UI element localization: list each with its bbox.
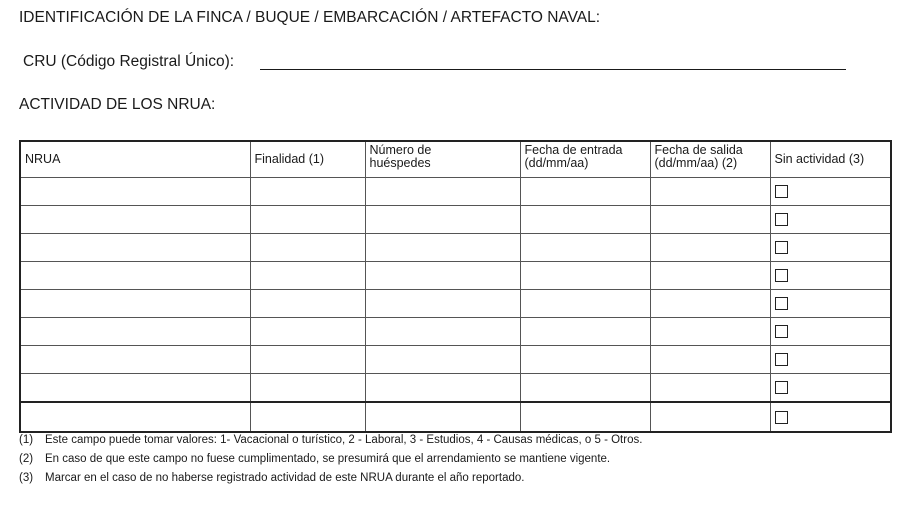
cell-finalidad[interactable] [250,206,365,234]
sin-actividad-checkbox[interactable] [775,381,788,394]
cell-numero-huespedes[interactable] [365,262,520,290]
table-row [20,234,891,262]
cell-nrua[interactable] [20,178,250,206]
cell-sin-actividad [770,402,891,432]
cell-fecha-salida[interactable] [650,178,770,206]
cell-finalidad[interactable] [250,234,365,262]
cell-finalidad[interactable] [250,374,365,403]
table-header-row [20,141,891,178]
sin-actividad-checkbox[interactable] [775,353,788,366]
header-fecha-salida-line1: Fecha de salida [654,143,743,157]
cell-sin-actividad [770,374,891,403]
cell-fecha-salida[interactable] [650,402,770,432]
cell-nrua[interactable] [20,318,250,346]
sin-actividad-checkbox[interactable] [775,325,788,338]
table-row [20,206,891,234]
cell-nrua[interactable] [20,346,250,374]
table-row [20,346,891,374]
cell-numero-huespedes[interactable] [365,374,520,403]
cell-fecha-salida[interactable] [650,374,770,403]
cell-finalidad[interactable] [250,346,365,374]
cell-sin-actividad [770,262,891,290]
cru-label: CRU (Código Registral Único): [23,53,235,70]
cru-input-line[interactable] [260,69,846,70]
nrua-activity-table [19,140,892,433]
cell-finalidad[interactable] [250,318,365,346]
header-nrua: NRUA [20,141,250,178]
sin-actividad-checkbox[interactable] [775,269,788,282]
cell-nrua[interactable] [20,402,250,432]
footnotes [19,434,642,491]
cell-fecha-entrada[interactable] [520,234,650,262]
cell-fecha-entrada[interactable] [520,318,650,346]
footnote-2-text: En caso de que este campo no fuese cumplimentado, se presumirá que el arrendamiento se mantiene vigente. [45,453,611,465]
cell-fecha-salida[interactable] [650,206,770,234]
sin-actividad-checkbox[interactable] [775,241,788,254]
cell-fecha-entrada[interactable] [520,178,650,206]
cell-numero-huespedes[interactable] [365,290,520,318]
table-row [20,318,891,346]
header-fecha-salida-line2: (dd/mm/aa) (2) [654,156,738,170]
table-row [20,290,891,318]
table-row [20,402,891,432]
identification-heading: IDENTIFICACIÓN DE LA FINCA / BUQUE / EMBARCACIÓN / ARTEFACTO NAVAL: [19,9,601,26]
cell-fecha-entrada[interactable] [520,262,650,290]
cell-numero-huespedes[interactable] [365,346,520,374]
sin-actividad-checkbox[interactable] [775,297,788,310]
cell-nrua[interactable] [20,206,250,234]
cell-sin-actividad [770,234,891,262]
cell-finalidad[interactable] [250,402,365,432]
sin-actividad-checkbox[interactable] [775,213,788,226]
cell-numero-huespedes[interactable] [365,206,520,234]
cell-sin-actividad [770,178,891,206]
header-numero-huespedes [365,141,520,178]
footnote-3-number: (3) [19,472,34,484]
header-fecha-salida [650,141,770,178]
sin-actividad-checkbox[interactable] [775,411,788,424]
header-numero-huespedes-line1: Número de [369,143,432,157]
footnote-3 [19,472,642,485]
footnote-1 [19,434,642,447]
footnote-1-text: Este campo puede tomar valores: 1- Vacacional o turístico, 2 - Laboral, 3 - Estudios, 4 - Causas médicas, o 5 - Otros. [45,434,643,446]
header-sin-actividad: Sin actividad (3) [770,141,891,178]
cell-nrua[interactable] [20,374,250,403]
cell-fecha-salida[interactable] [650,234,770,262]
header-numero-huespedes-line2: huéspedes [369,156,431,170]
cell-numero-huespedes[interactable] [365,318,520,346]
cell-fecha-entrada[interactable] [520,374,650,403]
cell-finalidad[interactable] [250,178,365,206]
cell-numero-huespedes[interactable] [365,402,520,432]
cell-nrua[interactable] [20,234,250,262]
cell-fecha-salida[interactable] [650,290,770,318]
sin-actividad-checkbox[interactable] [775,185,788,198]
cell-finalidad[interactable] [250,290,365,318]
cell-nrua[interactable] [20,262,250,290]
footnote-2-number: (2) [19,453,34,465]
cell-sin-actividad [770,290,891,318]
cell-sin-actividad [770,206,891,234]
cell-fecha-entrada[interactable] [520,346,650,374]
cell-finalidad[interactable] [250,262,365,290]
cell-numero-huespedes[interactable] [365,178,520,206]
cell-fecha-salida[interactable] [650,346,770,374]
cell-sin-actividad [770,318,891,346]
cell-fecha-entrada[interactable] [520,206,650,234]
header-fecha-entrada-line2: (dd/mm/aa) [524,156,589,170]
activity-heading: ACTIVIDAD DE LOS NRUA: [19,96,216,113]
header-fecha-entrada-line1: Fecha de entrada [524,143,623,157]
cell-fecha-salida[interactable] [650,262,770,290]
table-row [20,178,891,206]
cell-numero-huespedes[interactable] [365,234,520,262]
footnote-2 [19,453,642,466]
table-row [20,374,891,403]
cell-fecha-salida[interactable] [650,318,770,346]
header-fecha-entrada [520,141,650,178]
cell-sin-actividad [770,346,891,374]
table-row [20,262,891,290]
cell-nrua[interactable] [20,290,250,318]
cell-fecha-entrada[interactable] [520,402,650,432]
footnote-3-text: Marcar en el caso de no haberse registrado actividad de este NRUA durante el año reportado. [45,472,525,484]
cell-fecha-entrada[interactable] [520,290,650,318]
footnote-1-number: (1) [19,434,34,446]
header-finalidad: Finalidad (1) [250,141,365,178]
